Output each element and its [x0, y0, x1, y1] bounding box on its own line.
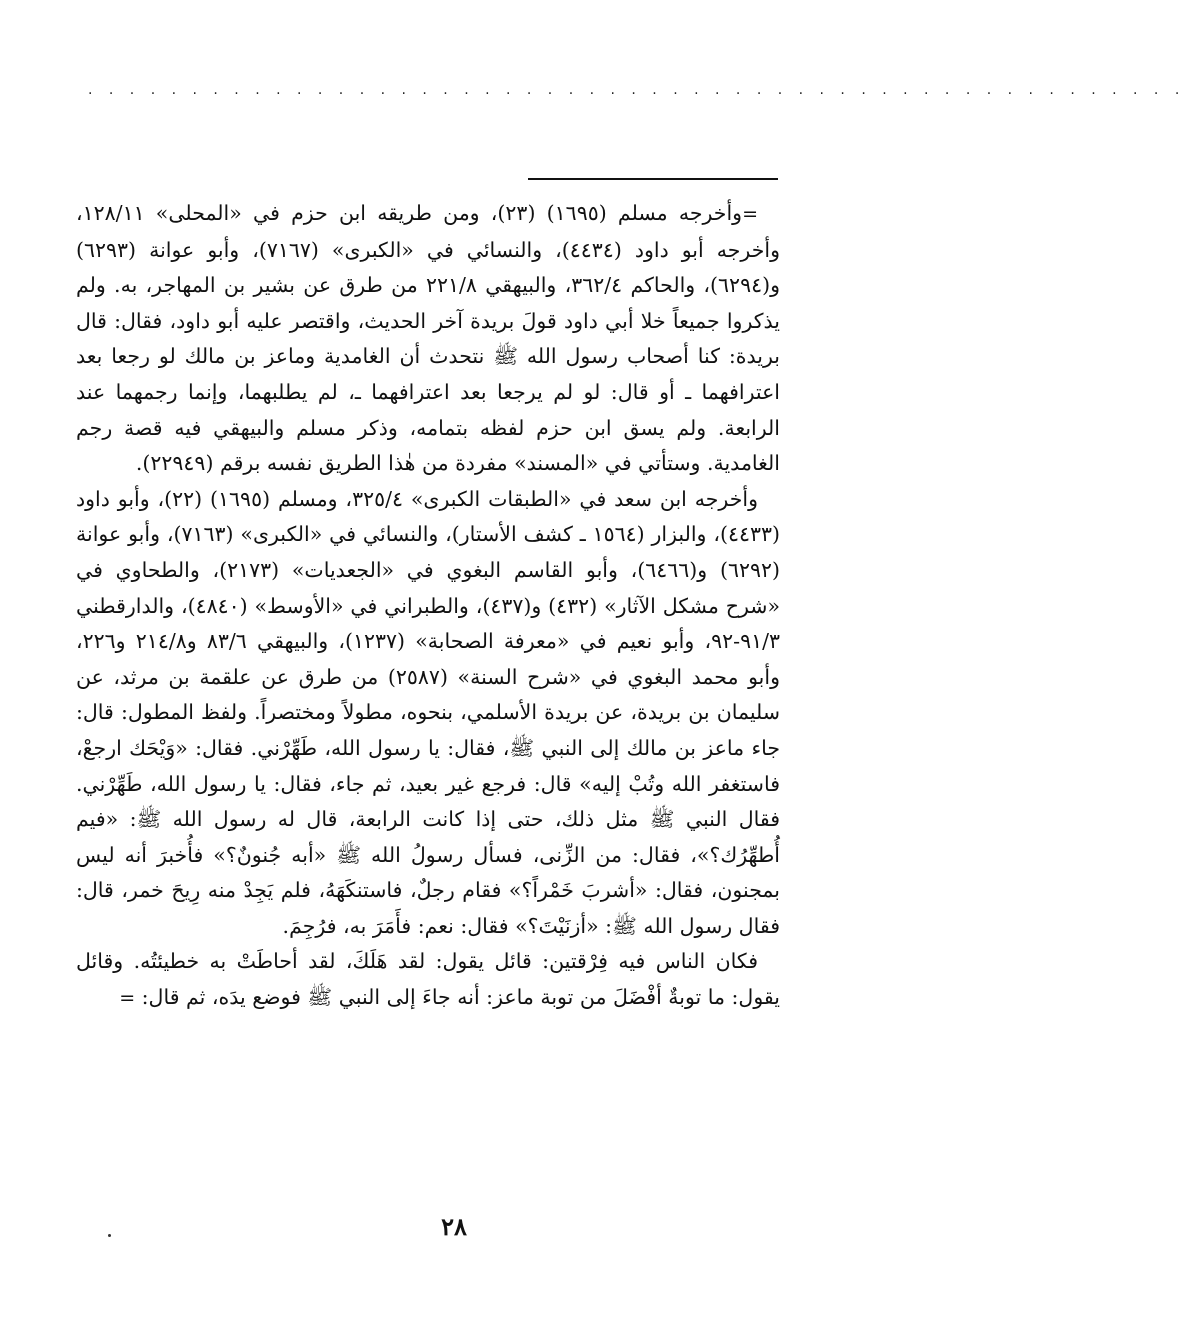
- scan-speck: [108, 1234, 111, 1237]
- page-number: ٢٨: [441, 1212, 467, 1241]
- end-continuation-mark: =: [119, 987, 136, 1010]
- footnote-paragraph-2: [76, 482, 780, 945]
- footnote-separator-rule: [528, 178, 778, 180]
- footnote-paragraph-3: [76, 944, 780, 1016]
- paragraph-text: وأخرجه ابن سعد في «الطبقات الكبرى» ٣٢٥/٤، ومسلم (١٦٩٥) (٢٢)، وأبو داود (٤٤٣٣)، والبزار (١٥٦٤ ـ كشف الأستار)، والنسائي في «الكبرى» (٧١٦٣)، وأبو عوانة (٦٢٩٢) و(٦٤٦٦)، وأبو القاسم البغوي في «الجعديات» (٢١٧٣)، والطحاوي في «شرح مشكل الآثار» (٤٣٢) و(٤٣٧)، والطبراني في «الأوسط» (٤٨٤٠)، والدارقطني ٩١/٣-٩٢، وأبو نعيم في «معرفة الصحابة» (١٢٣٧)، والبيهقي ٨٣/٦ و٢١٤/٨ و٢٢٦، وأبو محمد البغوي في «شرح السنة» (٢٥٨٧) من طرق عن علقمة بن مرثد، عن سليمان بن بريدة، عن بريدة الأسلمي، بنحوه، مطولاً ومختصراً. ولفظ المطول: قال: جاء ماعز بن مالك إلى النبي ﷺ، فقال: يا رسول الله، طَهِّرْني. فقال: «وَيْحَك ارجعْ، فاستغفر الله وتُبْ إليه» قال: فرجع غير بعيد، ثم جاء، فقال: يا رسول الله، طَهِّرْني. فقال النبي ﷺ مثل ذلك، حتى إذا كانت الرابعة، قال له رسول الله ﷺ: «فيم أُطهِّرُك؟»، فقال: من الزِّنى، فسأل رسولُ الله ﷺ «أبه جُنونٌ؟» فأُخبرَ أنه ليس بمجنون، فقال: «أشربَ خَمْراً؟» فقام رجلٌ، فاستنكَهَهُ، فلم يَجِدْ منه رِيحَ خمر، قال: فقال رسول الله ﷺ: «أزنَيْتَ؟» فقال: نعم: فأَمَرَ به، فرُجِمَ.: [76, 486, 781, 938]
- paragraph-text: وأخرجه مسلم (١٦٩٥) (٢٣)، ومن طريقه ابن حزم في «المحلى» ١٢٨/١١، وأخرجه أبو داود (٤٤٣٤)، والنسائي في «الكبرى» (٧١٦٧)، وأبو عوانة (٦٢٩٣) و(٦٢٩٤)، والحاكم ٣٦٢/٤، والبيهقي ٢٢١/٨ من طرق عن بشير بن المهاجر، به. ولم يذكروا جميعاً خلا أبي داود قولَ بريدة آخر الحديث، واقتصر عليه أبو داود، فقال: قال بريدة: كنا أصحاب رسول الله ﷺ نتحدث أن الغامدية وماعز بن مالك لو رجعا بعد اعترافهما ـ أو قال: لو لم يرجعا بعد اعترافهما ـ، لم يطلبهما، وإنما رجمهما عند الرابعة. ولم يسق ابن حزم لفظه بتمامه، وذكر مسلم والبيهقي فيه قصة رجم الغامدية. وستأتي في «المسند» مفردة من هٰذا الطريق نفسه برقم (٢٢٩٤٩).: [76, 201, 780, 476]
- continuation-mark: =: [742, 203, 758, 225]
- footnote-paragraph-1: [76, 196, 780, 482]
- dotted-header-line: . . . . . . . . . . . . . . . . . . . . . . . . . . . . . . . . . . . . . . . . . . . . . . . . . . . . .: [88, 82, 1185, 98]
- paragraph-text: فكان الناس فيه فِرْقتين: قائل يقول: لقد هَلَكَ، لقد أحاطَتْ به خطيئتُه. وقائل يقول: ما توبةٌ أفْضَلَ من توبة ماعز: أنه جاءَ إلى النبي ﷺ فوضع يدَه، ثم قال:: [76, 949, 780, 1010]
- footnote-text: [76, 196, 780, 1017]
